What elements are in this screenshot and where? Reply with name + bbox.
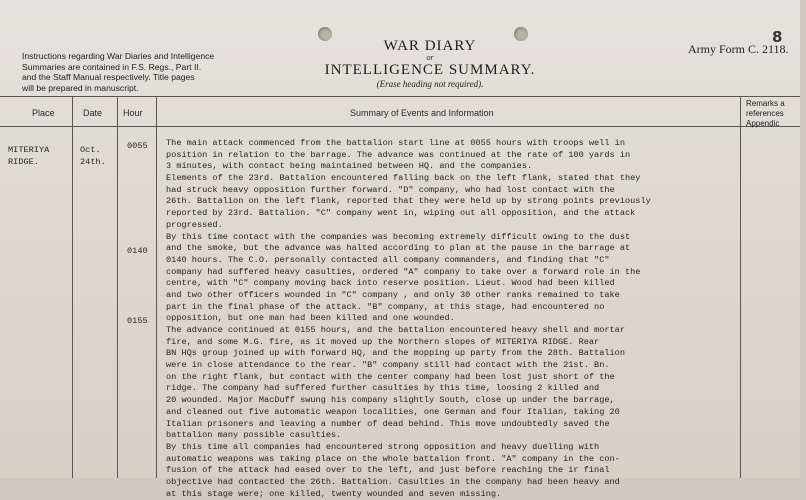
summary-line: on the right flank, but contact with the center company had been lost just short of the	[166, 371, 615, 382]
entry-hour-0155: 0155	[127, 316, 148, 326]
summary-line: company had suffered heavy casulties, ordered "A" company to take over a forward role in the	[166, 266, 641, 277]
entry-place: MITERIYA RIDGE.	[8, 145, 50, 167]
summary-line: 3 minutes, with contact being maintained between HQ. and the companies.	[166, 161, 533, 172]
summary-line: reported by 23rd. Battalion. "C" company went in, wiping out all opposition, and the attack	[166, 208, 636, 219]
summary-line: 26th. Battalion on the left flank, reported that they were held up by strong points previously	[166, 196, 651, 207]
summary-line: automatic weapons was taking place on the whole battalion front. "A" company in the con-	[166, 453, 620, 464]
summary-line: battalion many possible casulties.	[166, 430, 342, 441]
title-erase-note: (Erase heading not required).	[376, 79, 484, 89]
summary-line: By this time all companies had encountered strong opposition and heavy duelling with	[166, 441, 600, 452]
title-block	[300, 38, 560, 90]
summary-line: part in the final phase of the attack. "B" company, at this stage, had encountered no	[166, 301, 605, 312]
title-or: or	[426, 53, 434, 62]
column-header-hour: Hour	[123, 108, 143, 118]
summary-line: had struck heavy opposition further forward. "D" company, who had lost contact with the	[166, 184, 615, 195]
table-top-rule	[0, 96, 800, 97]
col-divider-date	[117, 96, 118, 478]
summary-line: were in close attendance to the rear. "B" company still had contact with the 21st. Bn.	[166, 360, 610, 371]
summary-line: Elements of the 23rd. Battalion encountered falling back on the left flank, stated that they	[166, 173, 641, 184]
summary-text	[166, 138, 744, 500]
summary-line: objective had contacted the 26th. Battalion. Casulties in the company had been heavy and	[166, 476, 620, 487]
army-form-number: Army Form C. 2118.	[688, 42, 789, 56]
summary-line: 0140 hours. The C.O. personally contacted all company commanders, and finding that "C"	[166, 254, 610, 265]
entry-hour-0055: 0055	[127, 141, 148, 151]
entry-date: Oct. 24th.	[80, 145, 106, 167]
summary-line: The main attack commenced from the battalion start line at 0055 hours with troops well in	[166, 138, 625, 148]
column-header-remarks: Remarks a references Appendic	[746, 99, 785, 128]
summary-line: fire, and some M.G. fire, as it moved up the Northern slopes of MITERIYA RIDGE. Rear	[166, 336, 600, 347]
summary-line: at this stage were; one killed, twenty wounded and seven missing.	[166, 488, 502, 499]
column-header-summary: Summary of Events and Information	[350, 108, 494, 118]
instructions-note: Instructions regarding War Diaries and Intelligence Summaries are contained in F.S. Regs., Part II. and the Staff Manual respectively. Title pages will be prepared in manuscript.	[22, 51, 215, 93]
column-header-date: Date	[83, 108, 103, 118]
summary-line: opposition, but one man had been killed and one wounded.	[166, 313, 455, 324]
summary-line: By this time contact with the companies was becoming extremely difficult owing to the dust	[166, 231, 631, 242]
col-divider-hour	[156, 96, 157, 478]
summary-line: fusion of the attack had eased over to the left, and just before reaching the ir final	[166, 465, 610, 476]
header-bottom-rule	[0, 126, 800, 127]
summary-line: and two other officers wounded in "C" company , and only 30 other ranks remained to take	[166, 289, 620, 300]
summary-line: position in relation to the barrage. The advance was continued at the rate of 100 yards in	[166, 149, 631, 160]
summary-line: centre, with "C" company moving back into reserve position. Lieut. Wood had been killed	[166, 278, 615, 289]
title-war-diary: WAR DIARY	[383, 38, 477, 54]
summary-line: The advance continued at 0155 hours, and the battalion encountered heavy shell and mortar	[166, 325, 625, 335]
title-intelligence-summary: INTELLIGENCE SUMMARY.	[324, 62, 536, 78]
summary-line: and cleaned out five automatic weapon localities, one German and four Italian, taking 20	[166, 406, 620, 417]
summary-line: ridge. The company had suffered further casulties by this time, loosing 2 killed and	[166, 383, 600, 394]
column-header-place: Place	[32, 108, 55, 118]
summary-line: and the smoke, but the advance was halted according to plan at the pause in the barrage at	[166, 243, 631, 254]
summary-line: BN HQs group joined up with forward HQ, and the mopping up party from the 28th. Battalion	[166, 348, 625, 359]
col-divider-place	[72, 96, 73, 478]
summary-line: 20 wounded. Major MacDuff swung his company slightly South, close up under the barrage,	[166, 395, 615, 406]
summary-line: Italian prisoners and leaving a number of dead behind. This move undoubtedly saved the	[166, 418, 610, 429]
corner-mark: 8	[772, 28, 783, 46]
summary-line: progressed.	[166, 219, 223, 230]
entry-hour-0140: 0140	[127, 246, 148, 256]
